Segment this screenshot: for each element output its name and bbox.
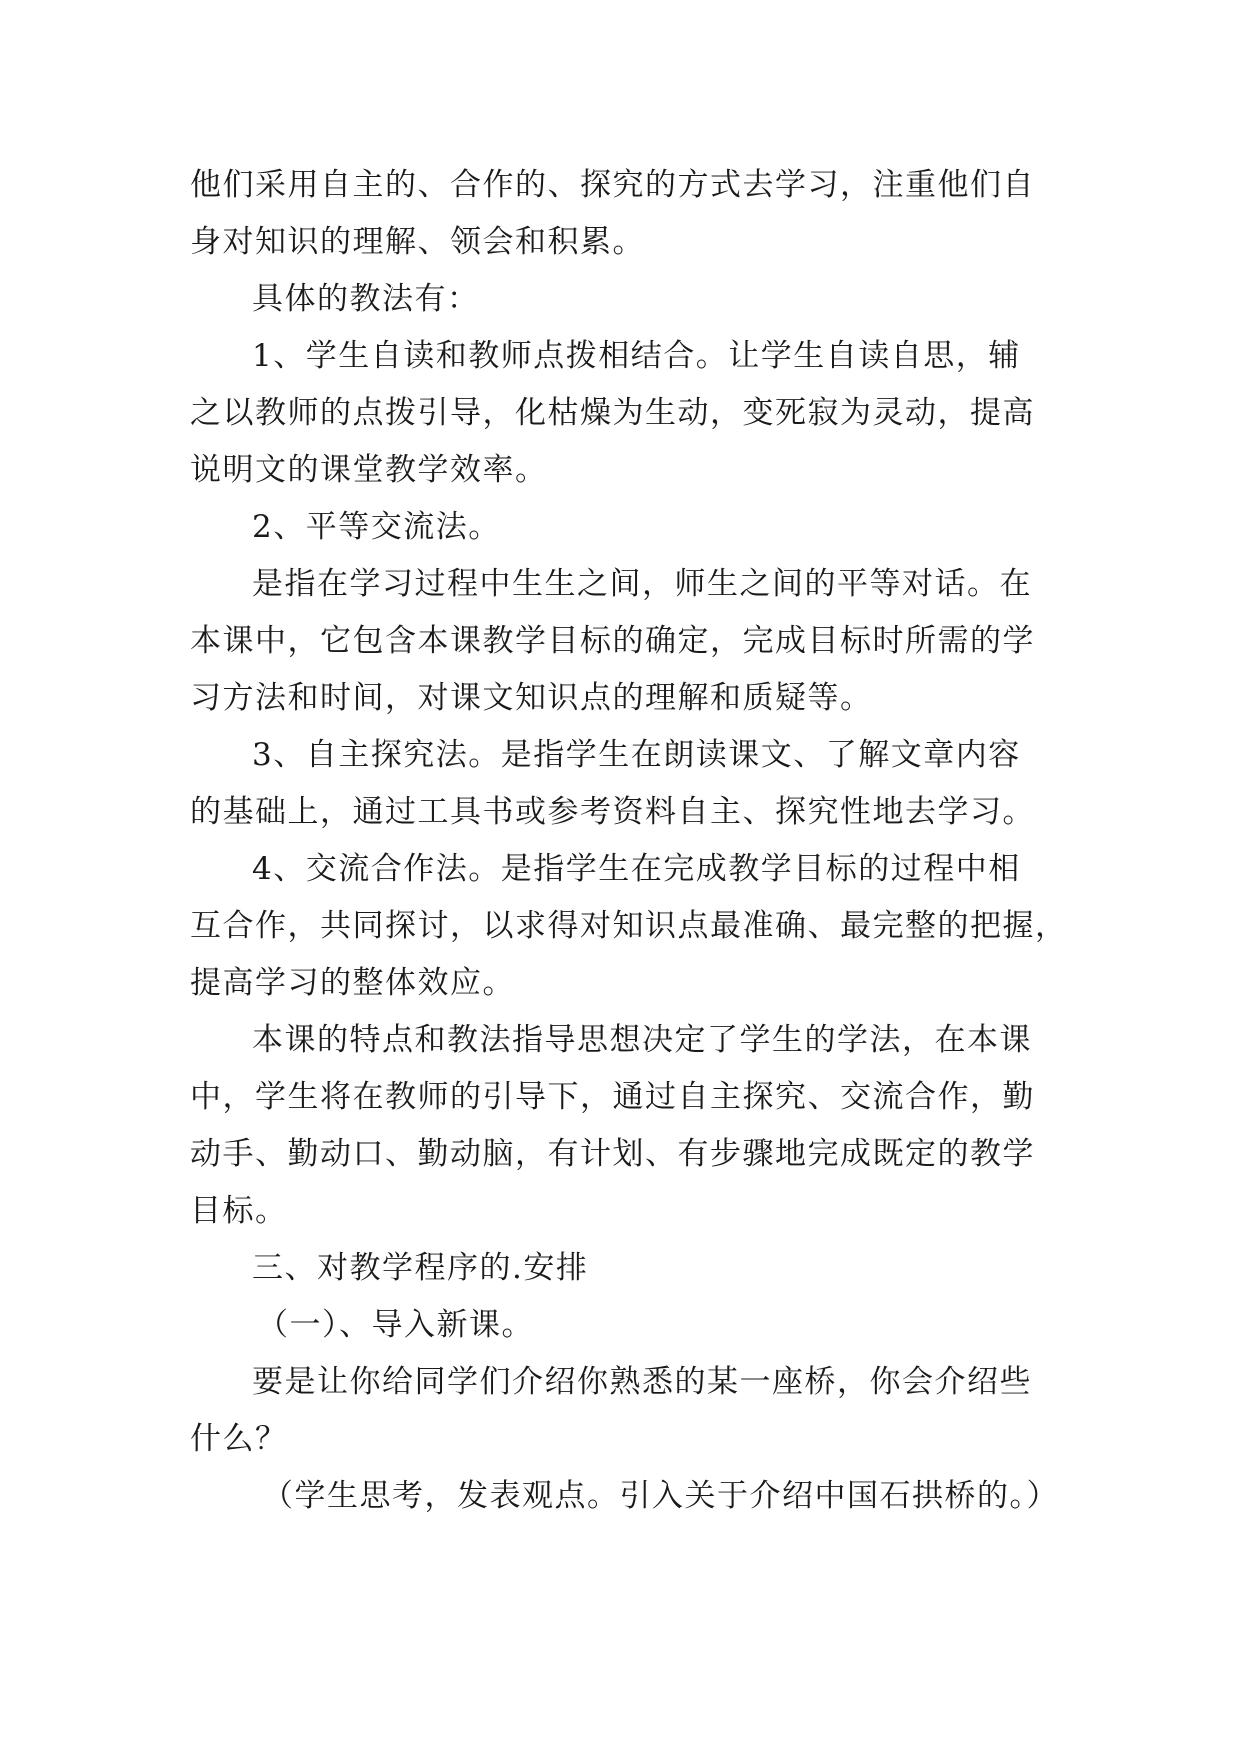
text-line: 之以教师的点拨引导，化枯燥为生动，变死寂为灵动，提高 — [190, 395, 1035, 431]
text-line: 4、交流合作法。是指学生在完成教学目标的过程中相 — [252, 851, 1021, 887]
text-line: 本课中，它包含本课教学目标的确定，完成目标时所需的学 — [190, 623, 1035, 659]
text-line: （学生思考，发表观点。引入关于介绍中国石拱桥的。） — [262, 1478, 1059, 1514]
text-line: 互合作，共同探讨，以求得对知识点最准确、最完整的把握， — [190, 908, 1068, 944]
text-line: 目标。 — [190, 1193, 288, 1229]
text-line: 提高学习的整体效应。 — [190, 965, 515, 1001]
text-line: 1、学生自读和教师点拨相结合。让学生自读自思，辅 — [252, 338, 1021, 374]
text-line: 要是让你给同学们介绍你熟悉的某一座桥，你会介绍些 — [252, 1364, 1032, 1400]
text-line: 中，学生将在教师的引导下，通过自主探究、交流合作，勤 — [190, 1079, 1035, 1115]
text-line: 他们采用自主的、合作的、探究的方式去学习，注重他们自 — [190, 167, 1035, 203]
subsection-heading: （一）、导入新课。 — [257, 1307, 534, 1343]
text-line: 什么？ — [190, 1421, 288, 1457]
text-line: 动手、勤动口、勤动脑，有计划、有步骤地完成既定的教学 — [190, 1136, 1035, 1172]
text-line: 2、平等交流法。 — [252, 509, 501, 545]
text-line: 习方法和时间，对课文知识点的理解和质疑等。 — [190, 680, 873, 716]
section-heading: 三、对教学程序的.安排 — [252, 1250, 589, 1286]
text-line: 具体的教法有： — [252, 281, 480, 317]
text-line: 身对知识的理解、领会和积累。 — [190, 224, 645, 260]
text-line: 的基础上，通过工具书或参考资料自主、探究性地去学习。 — [190, 794, 1035, 830]
text-line: 说明文的课堂教学效率。 — [190, 452, 548, 488]
text-line: 3、自主探究法。是指学生在朗读课文、了解文章内容 — [252, 737, 1021, 773]
text-line: 是指在学习过程中生生之间，师生之间的平等对话。在 — [252, 566, 1032, 602]
text-line: 本课的特点和教法指导思想决定了学生的学法，在本课 — [252, 1022, 1032, 1058]
